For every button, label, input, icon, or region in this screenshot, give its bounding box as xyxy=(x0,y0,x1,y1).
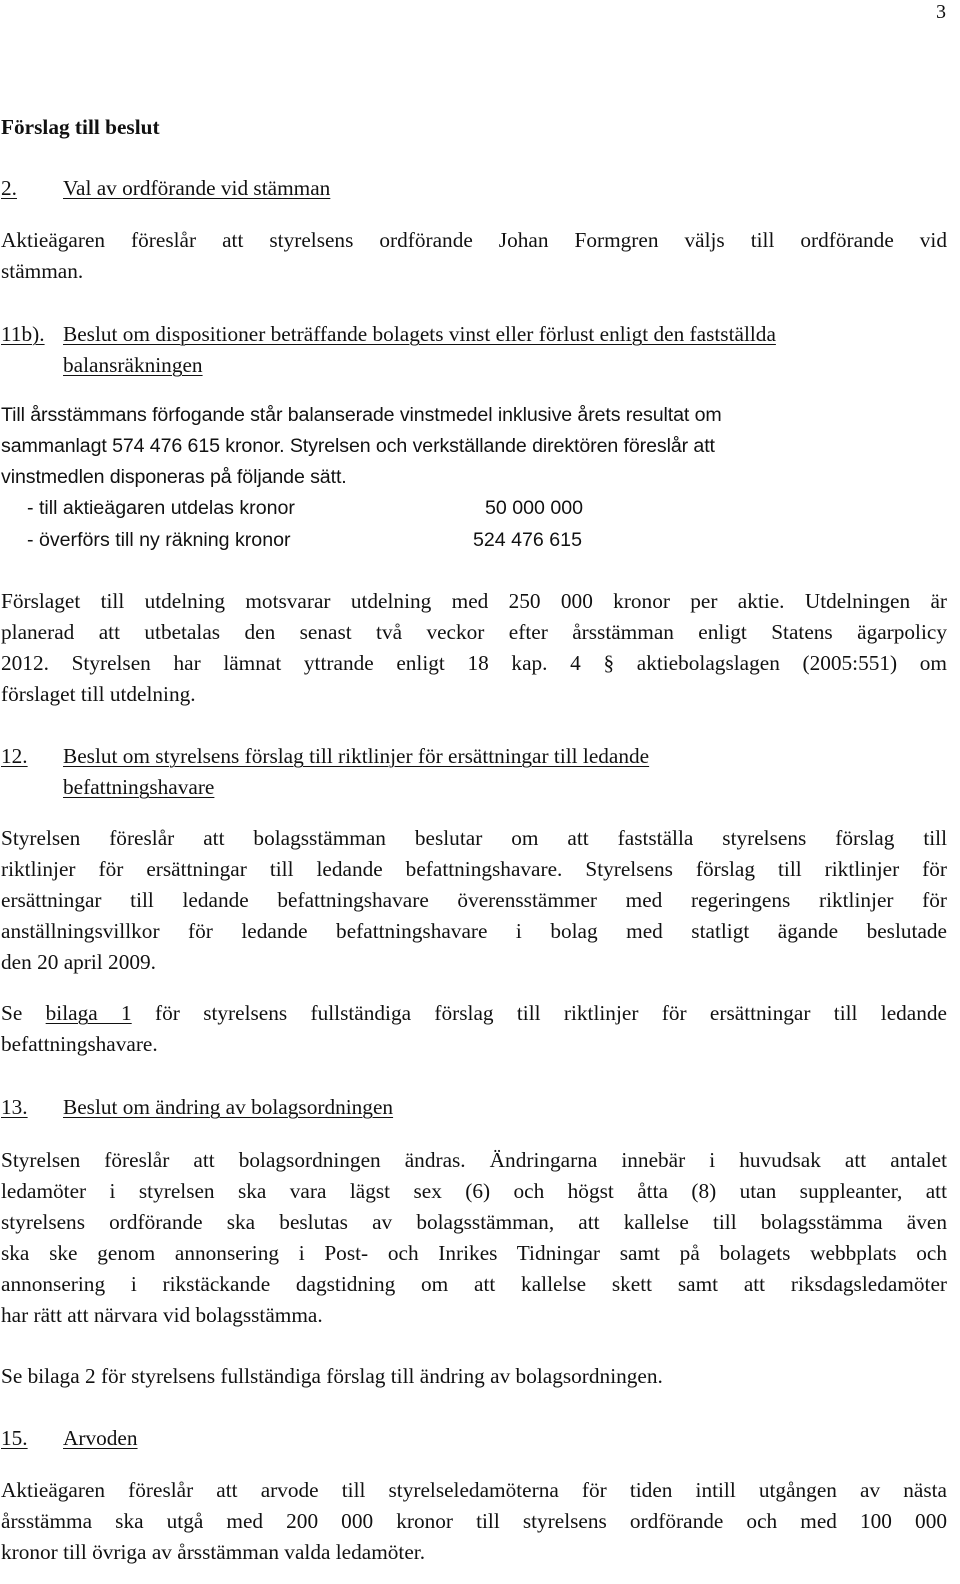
section-number: 12. xyxy=(1,744,28,768)
paragraph-line: stämman. xyxy=(1,259,84,283)
page-number: 3 xyxy=(936,1,946,23)
section-2-heading xyxy=(1,173,330,204)
section-13-body xyxy=(1,1145,947,1331)
paragraph-line: 2012. Styrelsen har lämnat yttrande enligt 18 kap. 4 § aktiebolagslagen (2005:551) om xyxy=(1,651,947,675)
section-title: Val av ordförande vid stämman xyxy=(63,176,331,200)
paragraph-line: kronor till övriga av årsstämman valda ledamöter. xyxy=(1,1540,426,1564)
paragraph-line: förslaget till utdelning. xyxy=(1,682,196,706)
allocation-label: - till aktieägaren utdelas kronor xyxy=(27,497,295,519)
section-11b-heading xyxy=(1,319,947,381)
see-suffix: för styrelsens fullständiga förslag till riktlinjer för ersättningar till ledande xyxy=(155,1001,947,1025)
section-title: Arvoden xyxy=(63,1426,138,1450)
allocation-amount: 50 000 000 xyxy=(485,497,584,519)
paragraph-line: Aktieägaren föreslår att arvode till styrelseledamöterna för tiden intill utgången av nästa xyxy=(1,1478,947,1502)
paragraph-line: årsstämma ska utgå med 200 000 kronor till styrelsens ordförande och med 100 000 xyxy=(1,1509,947,1533)
paragraph-line: styrelsens ordförande ska beslutas av bolagsstämman, att kallelse till bolagsstämma även xyxy=(1,1210,947,1234)
paragraph-line: Förslaget till utdelning motsvarar utdelning med 250 000 kronor per aktie. Utdelningen är xyxy=(1,589,947,613)
paragraph-line: den 20 april 2009. xyxy=(1,950,156,974)
section-12-body xyxy=(1,823,947,978)
section-title: Beslut om ändring av bolagsordningen xyxy=(63,1095,394,1119)
paragraph-line: sammanlagt 574 476 615 kronor. Styrelsen och verkställande direktören föreslår att xyxy=(1,435,715,457)
paragraph-line: planerad att utbetalas den senast två veckor efter årsstämman enligt Statens ägarpolicy xyxy=(1,620,947,644)
section-number: 2. xyxy=(1,176,17,200)
paragraph-line: befattningshavare. xyxy=(1,1032,158,1056)
paragraph-line: Se bilaga 2 för styrelsens fullständiga förslag till ändring av bolagsordningen. xyxy=(1,1364,663,1388)
document-title: Förslag till beslut xyxy=(1,115,160,139)
see-prefix: Se xyxy=(1,1001,23,1025)
section-13-see-annex xyxy=(1,1361,947,1392)
allocation-label: - överförs till ny räkning kronor xyxy=(27,529,291,551)
paragraph-line: ledamöter i styrelsen ska vara lägst sex (6) och högst åtta (8) utan suppleanter, att xyxy=(1,1179,947,1203)
paragraph-line: annonsering i rikstäckande dagstidning om att kallelse skett samt att riksdagsledamöter xyxy=(1,1272,947,1296)
paragraph-line: riktlinjer för ersättningar till ledande befattningshavare. Styrelsens förslag till riktlinjer för xyxy=(1,857,947,881)
paragraph-line: Styrelsen föreslår att bolagsstämman beslutar om att fastställa styrelsens förslag till xyxy=(1,826,947,850)
section-title: Beslut om dispositioner beträffande bolagets vinst eller förlust enligt den fastställda xyxy=(63,322,776,346)
section-number: 13. xyxy=(1,1095,28,1119)
paragraph-line: ersättningar till ledande befattningshavare överensstämmer med regeringens riktlinjer för xyxy=(1,888,947,912)
dividend-paragraph xyxy=(1,586,947,710)
paragraph-line: Till årsstämmans förfogande står balanserade vinstmedel inklusive årets resultat om xyxy=(1,404,722,426)
paragraph-line: Aktieägaren föreslår att styrelsens ordförande Johan Formgren väljs till ordförande vid xyxy=(1,228,947,252)
section-12-heading xyxy=(1,741,947,803)
allocation-amount: 524 476 615 xyxy=(473,529,582,551)
paragraph-line xyxy=(1,998,947,1029)
paragraph-line: ska ske genom annonsering i Post- och Inrikes Tidningar samt på bolagets webbplats och xyxy=(1,1241,947,1265)
section-number: 15. xyxy=(1,1426,28,1450)
section-11b-body xyxy=(1,400,947,493)
paragraph-line: har rätt att närvara vid bolagsstämma. xyxy=(1,1303,323,1327)
section-15-body xyxy=(1,1475,947,1568)
paragraph-line: Styrelsen föreslår att bolagsordningen ändras. Ändringarna innebär i huvudsak att antalet xyxy=(1,1148,947,1172)
section-13-heading xyxy=(1,1092,393,1123)
section-2-body xyxy=(1,225,947,287)
section-number: 11b). xyxy=(1,322,45,346)
section-12-see-annex xyxy=(1,998,947,1060)
paragraph-line: anställningsvillkor för ledande befattningshavare i bolag med statligt ägande beslutade xyxy=(1,919,947,943)
section-title-continued: befattningshavare xyxy=(63,775,215,799)
paragraph-line: vinstmedlen disponeras på följande sätt. xyxy=(1,466,347,488)
section-title: Beslut om styrelsens förslag till riktlinjer för ersättningar till ledande xyxy=(63,744,650,768)
section-15-heading xyxy=(1,1423,138,1454)
section-title-continued: balansräkningen xyxy=(63,353,203,377)
annex-1-link[interactable]: bilaga 1 xyxy=(45,1001,132,1025)
